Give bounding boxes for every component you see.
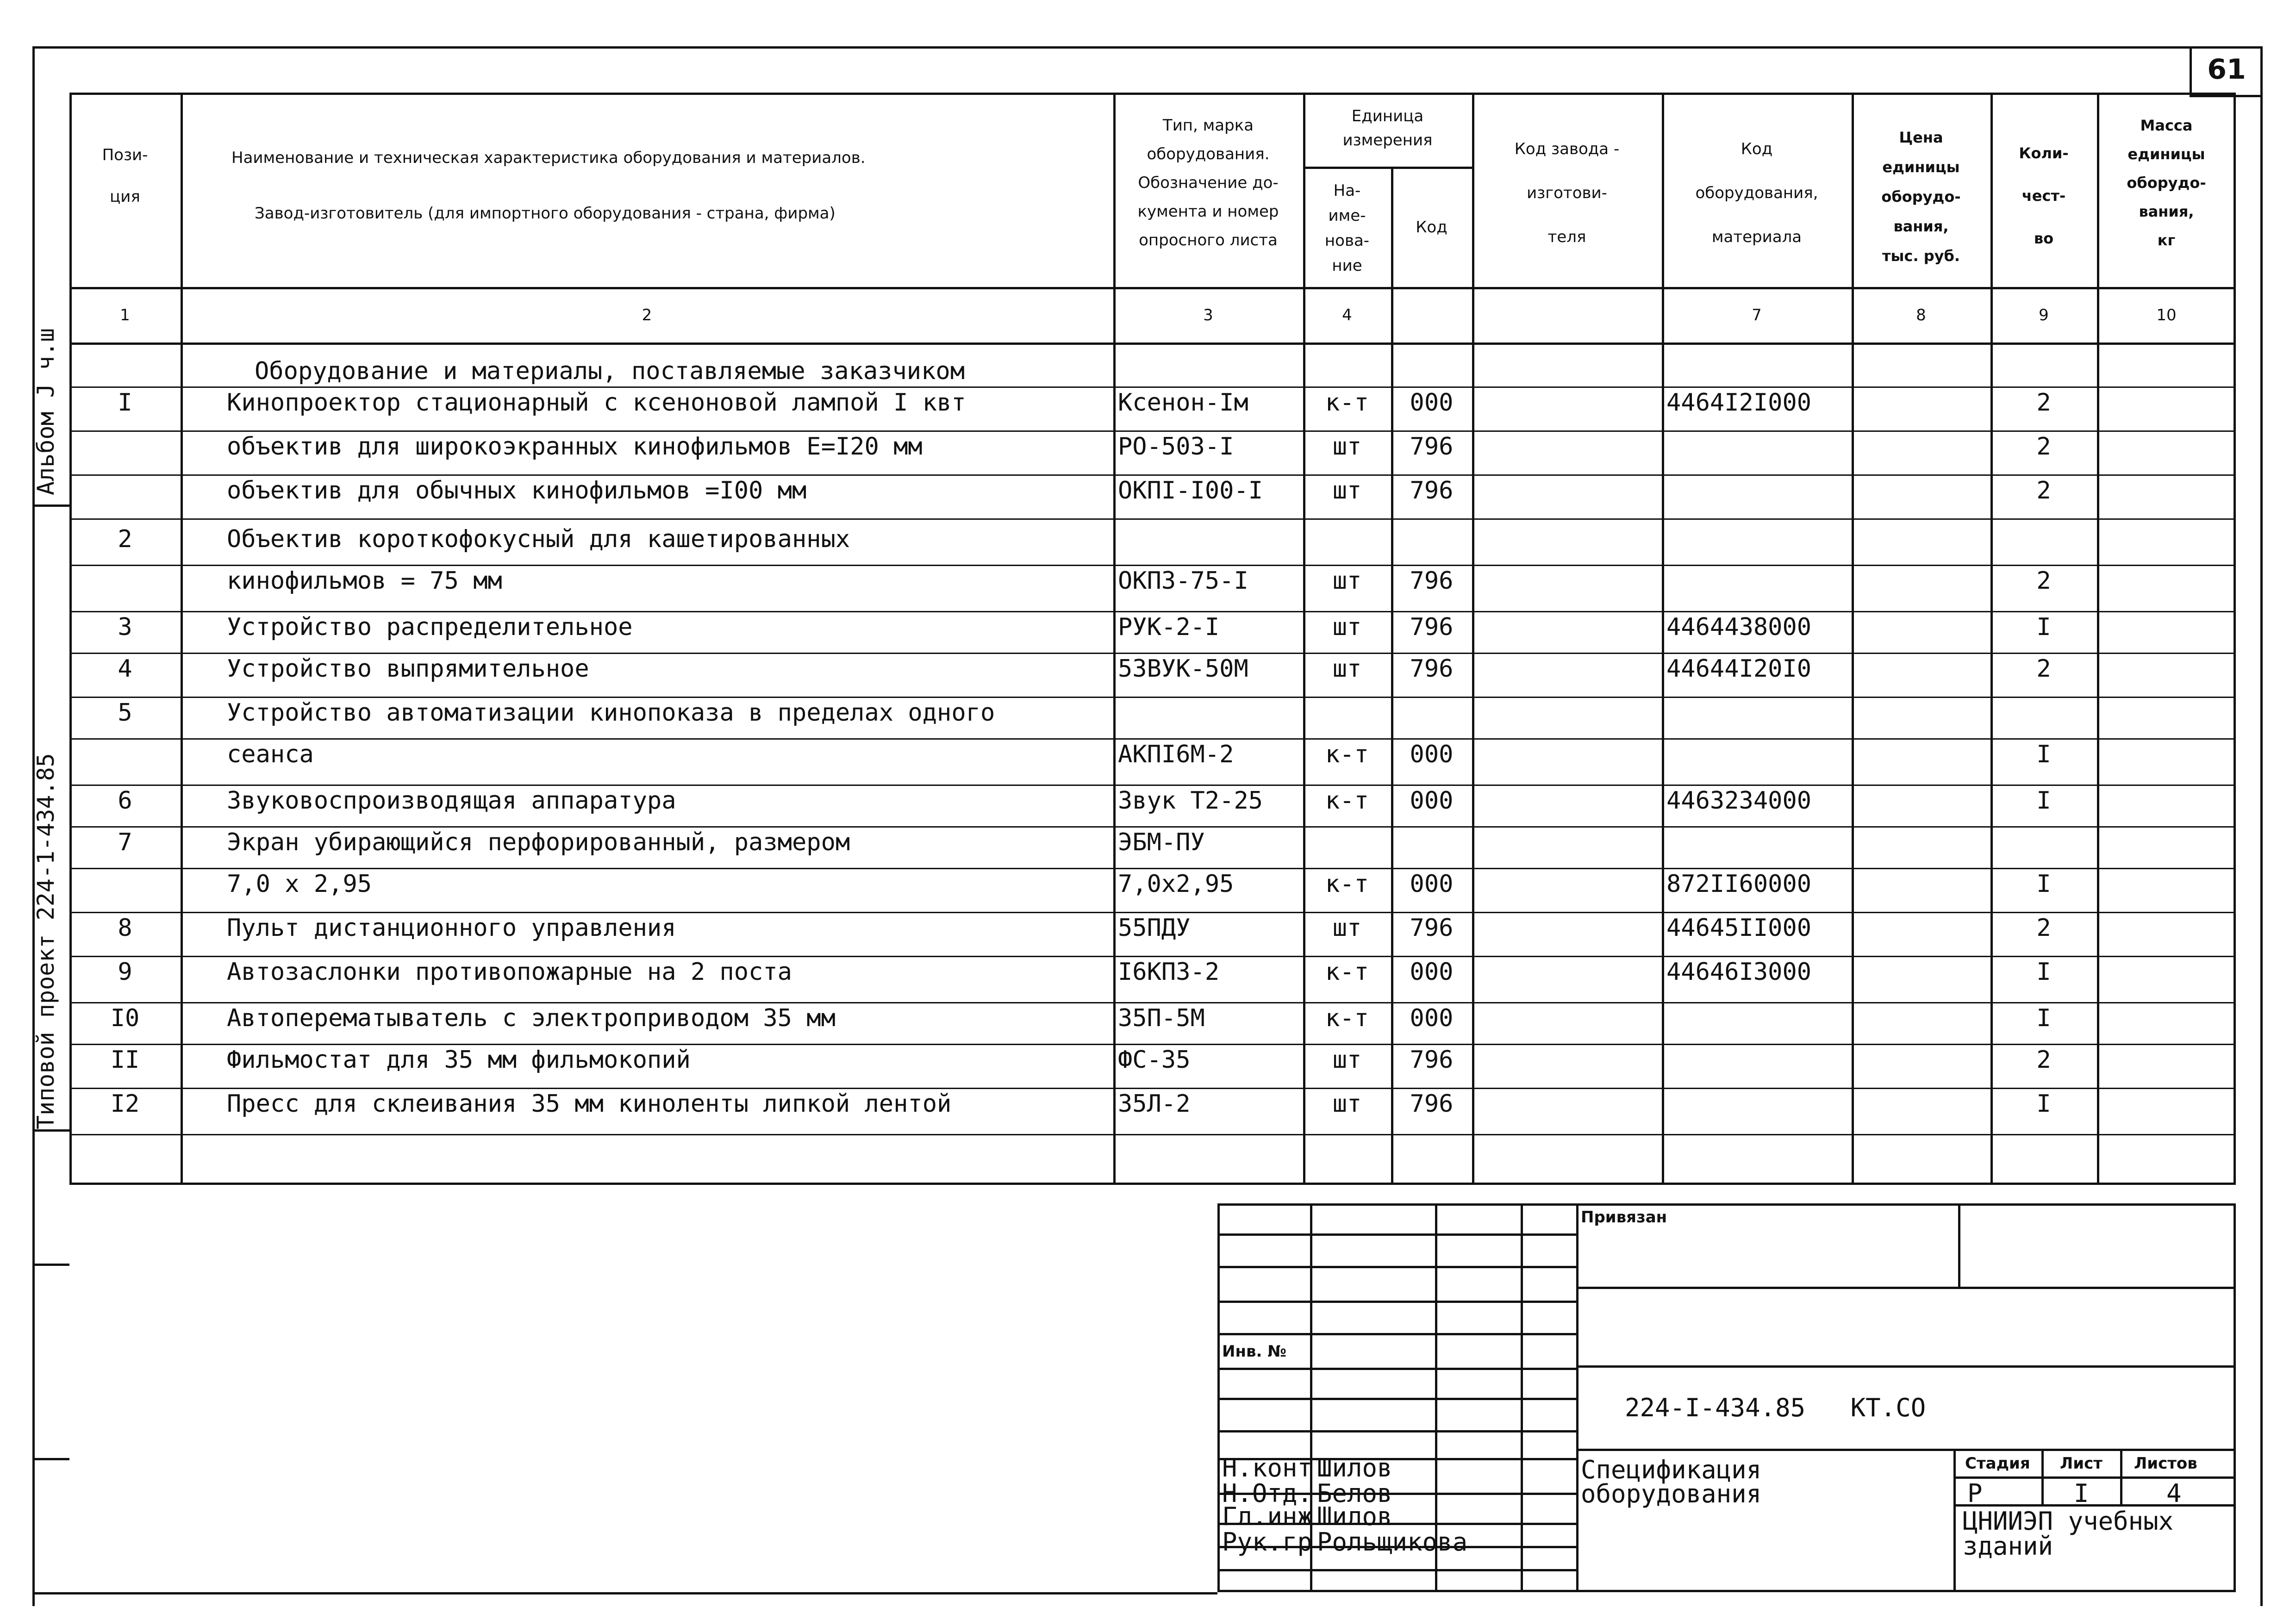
bottom-border [32, 1592, 1217, 1594]
unit-name-cell: шт [1332, 1046, 1362, 1074]
unit-code-cell: 796 [1410, 567, 1454, 595]
side-tick [32, 1264, 69, 1266]
sheet-number: 61 [2207, 53, 2246, 86]
header-position: Пози- ция [102, 146, 148, 206]
row-line [69, 785, 2236, 786]
equipment-code-cell: 44646I3000 [1666, 958, 1812, 986]
unit-name-cell: к-т [1325, 741, 1369, 768]
name-cell: Устройство распределительное [227, 613, 633, 641]
bound-label: Привязан [1581, 1208, 1667, 1227]
right-border [2260, 46, 2263, 1606]
header-quantity: Коли- чест- во [2019, 144, 2069, 247]
role-title: Н.конт [1222, 1453, 1313, 1482]
row-line [69, 697, 2236, 698]
organization: ЦНИИЭП учебных зданий [1963, 1507, 2174, 1561]
header-unit-name: На- име- нова- ние [1324, 181, 1370, 275]
name-cell: Кинопроектор стационарный с ксеноновой лампой I квт [227, 389, 966, 417]
role-person: Шилов [1317, 1502, 1392, 1531]
column-number: 7 [1752, 306, 1762, 324]
role-title: Н.Отд. [1222, 1479, 1313, 1508]
tb-line [1576, 1449, 2236, 1451]
role-person: Шилов [1317, 1453, 1392, 1482]
position-cell: 6 [118, 787, 132, 815]
row-line [69, 565, 2236, 566]
tb-line [1217, 1398, 1578, 1400]
position-cell: 8 [118, 914, 132, 942]
name-cell: Автоперематыватель с электроприводом 35 мм [227, 1004, 836, 1032]
top-border [32, 46, 2263, 49]
role-title: Рук.гр [1222, 1527, 1313, 1557]
header-unit-code: Код [1416, 218, 1447, 237]
row-line [69, 1002, 2236, 1003]
quantity-cell: 2 [2036, 433, 2051, 461]
equipment-code-cell: 4464438000 [1666, 613, 1812, 641]
unit-code-cell: 000 [1410, 741, 1454, 768]
quantity-cell: I [2036, 741, 2051, 768]
quantity-cell: 2 [2036, 389, 2051, 417]
position-cell: 7 [118, 828, 132, 856]
column-number: 9 [2039, 306, 2049, 324]
unit-code-cell: 796 [1410, 477, 1454, 504]
role-person: Рольщикова [1317, 1527, 1468, 1557]
row-line [69, 826, 2236, 828]
unit-name-cell: к-т [1325, 958, 1369, 986]
name-cell: Фильмостат для 35 мм фильмокопий [227, 1046, 691, 1074]
type-cell: ЭБМ-ПУ [1118, 828, 1205, 856]
quantity-cell: I [2036, 958, 2051, 986]
unit-name-cell: к-т [1325, 389, 1369, 417]
side-tick [32, 504, 69, 507]
equipment-code-cell: 4463234000 [1666, 787, 1812, 815]
tb-line [1217, 1430, 1578, 1432]
tb-line [1958, 1203, 1960, 1287]
row-line [69, 738, 2236, 740]
tb-line [1217, 1301, 1578, 1303]
unit-code-cell: 000 [1410, 389, 1454, 417]
name-cell: Экран убирающийся перфорированный, размером [227, 828, 850, 856]
row-line [69, 956, 2236, 957]
name-cell: 7,0 х 2,95 [227, 870, 372, 898]
sheet-label: Лист [2060, 1454, 2103, 1473]
type-cell: Ксенон-Iм [1118, 389, 1248, 417]
name-cell: объектив для обычных кинофильмов =I00 мм [227, 477, 807, 504]
header-name-line1: Наименование и техническая характеристика оборудования и материалов. [231, 149, 866, 167]
name-cell: Звуковоспроизводящая аппаратура [227, 787, 676, 815]
quantity-cell: I [2036, 1090, 2051, 1118]
type-cell: ФС-35 [1118, 1046, 1191, 1074]
role-person: Белов [1317, 1479, 1392, 1508]
name-cell: Пресс для склеивания 35 мм киноленты липкой лентой [227, 1090, 952, 1118]
col-line [1391, 167, 1393, 1185]
type-cell: 35П-5М [1118, 1004, 1205, 1032]
header-mass: Масса единицы оборудо- вания, кг [2127, 117, 2206, 249]
header-equipment-code: Код оборудования, материала [1695, 140, 1818, 246]
tb-line [1576, 1287, 2236, 1289]
unit-code-cell: 796 [1410, 1090, 1454, 1118]
unit-code-cell: 000 [1410, 787, 1454, 815]
colnum-bottom-line [69, 343, 2236, 345]
unit-code-cell: 796 [1410, 433, 1454, 461]
position-cell: I [118, 389, 132, 417]
header-unit: Единица измерения [1342, 107, 1433, 149]
unit-code-cell: 000 [1410, 870, 1454, 898]
row-line [69, 868, 2236, 869]
name-cell: Объектив короткофокусный для кашетированных [227, 525, 850, 553]
type-cell: РУК-2-I [1118, 613, 1220, 641]
type-cell: 7,0х2,95 [1118, 870, 1234, 898]
unit-name-cell: к-т [1325, 870, 1369, 898]
header-name-line2: Завод-изготовитель (для импортного оборудования - страна, фирма) [255, 204, 836, 223]
unit-name-cell: к-т [1325, 1004, 1369, 1032]
unit-code-cell: 000 [1410, 1004, 1454, 1032]
equipment-code-cell: 4464I2I000 [1666, 389, 1812, 417]
position-cell: 3 [118, 613, 132, 641]
header-price: Цена единицы оборудо- вания, тыс. руб. [1881, 129, 1961, 265]
position-cell: I2 [110, 1090, 140, 1118]
sheets-label: Листов [2134, 1454, 2197, 1473]
position-cell: I0 [110, 1004, 140, 1032]
unit-code-cell: 796 [1410, 1046, 1454, 1074]
document-title: Спецификация оборудования [1581, 1455, 1762, 1508]
position-cell: 2 [118, 525, 132, 553]
header-type: Тип, марка оборудования. Обозначение до- кумента и номер опросного листа [1137, 116, 1279, 249]
side-label-project: Типовой проект 224-1-434.85 [32, 753, 59, 1129]
tb-line [1217, 1333, 1578, 1335]
row-line [69, 1088, 2236, 1089]
row-line [69, 386, 2236, 388]
unit-name-cell: шт [1332, 655, 1362, 683]
tb-line [1217, 1569, 1578, 1571]
column-number: 4 [1342, 306, 1352, 324]
type-cell: 55ПДУ [1118, 914, 1191, 942]
quantity-cell: I [2036, 613, 2051, 641]
row-line [69, 912, 2236, 913]
name-cell: Устройство автоматизации кинопоказа в пределах одного [227, 699, 995, 727]
type-cell: Звук Т2-25 [1118, 787, 1263, 815]
side-tick [32, 1129, 69, 1132]
unit-code-cell: 796 [1410, 914, 1454, 942]
row-line [69, 1044, 2236, 1045]
quantity-cell: 2 [2036, 914, 2051, 942]
position-cell: 9 [118, 958, 132, 986]
tb-line [1217, 1368, 1578, 1370]
tb-line [1217, 1266, 1578, 1268]
equipment-code-cell: 44645II000 [1666, 914, 1812, 942]
position-cell: II [110, 1046, 140, 1074]
header-bottom-line [69, 287, 2236, 289]
type-cell: РО-503-I [1118, 433, 1234, 461]
unit-name-cell: шт [1332, 433, 1362, 461]
type-cell: 53ВУК-50М [1118, 655, 1248, 683]
name-cell: объектив для широкоэкранных кинофильмов Е=I20 мм [227, 433, 923, 461]
unit-code-cell: 796 [1410, 613, 1454, 641]
stage-value: Р [1967, 1479, 1983, 1508]
unit-name-cell: шт [1332, 613, 1362, 641]
role-title: Гл.инж [1222, 1502, 1313, 1531]
row-line [69, 653, 2236, 654]
row-line [69, 1134, 2236, 1135]
name-cell: Автозаслонки противопожарные на 2 поста [227, 958, 792, 986]
inv-label: Инв. № [1222, 1342, 1287, 1361]
quantity-cell: I [2036, 787, 2051, 815]
unit-name-cell: шт [1332, 477, 1362, 504]
unit-code-cell: 000 [1410, 958, 1454, 986]
tb-line [1576, 1365, 2236, 1368]
unit-name-cell: шт [1332, 1090, 1362, 1118]
column-number: 1 [120, 306, 130, 324]
quantity-cell: 2 [2036, 1046, 2051, 1074]
tb-line [1953, 1449, 1956, 1592]
position-cell: 4 [118, 655, 132, 683]
tb-line [1953, 1476, 2236, 1479]
tb-line [2120, 1449, 2122, 1504]
name-cell: Пульт дистанционного управления [227, 914, 676, 942]
stage-label: Стадия [1965, 1454, 2030, 1473]
row-line [69, 611, 2236, 612]
unit-subheader-line [1303, 167, 1472, 169]
tb-line [2041, 1449, 2044, 1504]
type-cell: АКПI6М-2 [1118, 741, 1234, 768]
name-cell: кинофильмов = 75 мм [227, 567, 502, 595]
type-cell: I6КПЗ-2 [1118, 958, 1220, 986]
sheet-value: I [2074, 1479, 2089, 1508]
column-number: 8 [1916, 306, 1926, 324]
name-cell: сеанса [227, 741, 314, 768]
equipment-code-cell: 872II60000 [1666, 870, 1812, 898]
column-number: 10 [2156, 306, 2177, 324]
row-line [69, 474, 2236, 476]
name-cell: Устройство выпрямительное [227, 655, 589, 683]
tb-line [1217, 1233, 1578, 1236]
type-cell: ОКПЗ-75-I [1118, 567, 1248, 595]
quantity-cell: I [2036, 870, 2051, 898]
unit-name-cell: к-т [1325, 787, 1369, 815]
type-cell: ОКПI-I00-I [1118, 477, 1263, 504]
column-number: 2 [642, 306, 652, 324]
position-cell: 5 [118, 699, 132, 727]
section-title: Оборудование и материалы, поставляемые заказчиком [255, 357, 965, 385]
document-code: 224-I-434.85 КТ.СО [1625, 1393, 1926, 1422]
quantity-cell: 2 [2036, 477, 2051, 504]
column-number: 3 [1203, 306, 1213, 324]
unit-code-cell: 796 [1410, 655, 1454, 683]
quantity-cell: 2 [2036, 567, 2051, 595]
sheets-value: 4 [2166, 1479, 2182, 1508]
side-label-album: Альбом J ч.ш [32, 328, 59, 495]
type-cell: 35Л-2 [1118, 1090, 1191, 1118]
col-line [181, 93, 183, 1185]
quantity-cell: I [2036, 1004, 2051, 1032]
unit-name-cell: шт [1332, 567, 1362, 595]
unit-name-cell: шт [1332, 914, 1362, 942]
side-tick [32, 1458, 69, 1460]
col-line [2097, 93, 2099, 1185]
header-manufacturer-code: Код завода - изготови- теля [1514, 140, 1620, 246]
row-line [69, 430, 2236, 432]
quantity-cell: 2 [2036, 655, 2051, 683]
row-line [69, 518, 2236, 520]
equipment-code-cell: 44644I20I0 [1666, 655, 1812, 683]
